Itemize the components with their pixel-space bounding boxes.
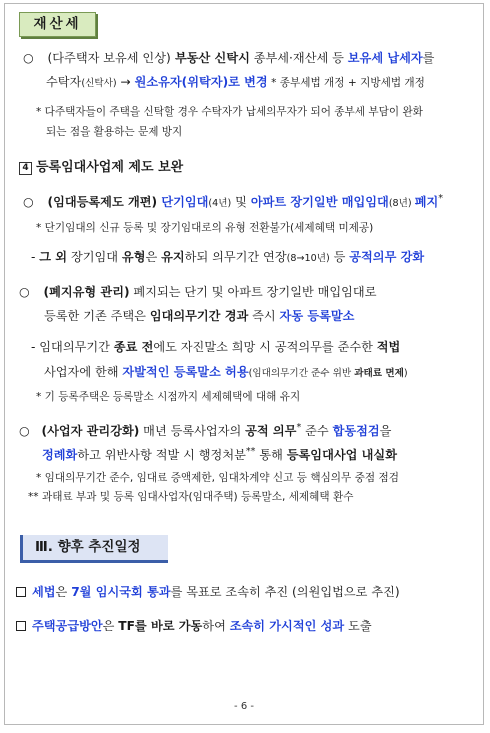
text: 세법 [32,585,56,599]
text: ** [245,446,256,457]
text: (8년) [388,198,415,210]
section-number-box: 4 [19,162,32,175]
footnote: ** 과태료 부과 및 등록 임대사업자(임대주택) 등록말소, 세제혜택 환수 [28,491,354,503]
text: 를 목표로 조속히 추진 (의원입법으로 추진) [170,585,400,599]
footnote: * 다주택자들이 주택을 신탁할 경우 수탁자가 납세의무자가 되어 종부세 부담이 완화 [36,106,423,118]
schedule-item-housing-supply [16,618,372,634]
text: 7월 임시국회 통과 [71,585,171,599]
text: 하여 [202,619,230,633]
text: 종부세·재산세 등 [249,51,348,65]
text: 및 [231,195,251,210]
text: 에도 자진말소 희망 시 공적의무를 준수한 [153,340,377,354]
text: 통해 [255,448,287,463]
footnote: 되는 점을 활용하는 문제 방지 [46,126,183,138]
text: 은 [145,250,162,264]
text: 등록임대사업 내실화 [286,448,397,463]
text: (폐지유형 관리) [43,285,130,299]
text: 를 [422,51,435,65]
text: 단기임대 [161,195,209,210]
text: 그 외 [39,250,68,264]
text: 정례화 [42,448,78,463]
page-number: - 6 - [234,701,254,712]
checkbox-icon [16,621,26,631]
text: → [116,75,135,89]
text: * [296,422,302,433]
paragraph-trust-tax-line2 [46,74,425,92]
text: (임대등록제도 개편) [47,195,162,210]
text: 임대의무기간 경과 [149,309,249,323]
text: 수탁자 [46,75,82,89]
section-heading-rental [19,159,183,177]
text: 조속히 가시적인 성과 [229,619,345,633]
checkbox-icon [16,587,26,597]
text: 부동산 신탁시 [170,51,250,65]
text: 종료 전 [113,340,154,354]
text: * 종부세법 개정 + 지방세법 개정 [267,77,425,89]
document-page [4,3,484,725]
paragraph-operator-management-line2 [42,444,397,463]
footnote: * 단기임대의 신규 등록 및 장기임대로의 유형 전환불가(세제혜택 미제공) [36,222,374,234]
paragraph-registration-reform [23,191,443,212]
paragraph-operator-management-line1 [19,420,391,439]
text: 을 [379,424,392,439]
text: 폐지 [414,195,439,210]
bullet: ○ [19,424,30,439]
bullet: ○ [19,285,30,299]
text: 보유세 납세자 [347,51,423,65]
bullet: ○ [23,195,34,210]
text: TF를 바로 가동 [118,619,203,633]
text: 은 [102,619,119,633]
text: 적법 [376,340,401,354]
footnote: * 임대의무기간 준수, 임대료 증액제한, 임대차계약 신고 등 핵심의무 중점 점검 [36,472,399,484]
text: 공적의무 강화 [349,250,425,264]
text: 과태료 면제 [354,368,404,379]
text: 은 [55,585,72,599]
text: (사업자 관리강화) [41,424,140,439]
paragraph-trust-tax-line1 [23,50,434,66]
text: 사업자에 한해 [44,365,123,379]
text: 공적 의무 [245,424,297,439]
text: 폐지되는 단기 및 아파트 장기일반 매입임대로 [129,285,377,299]
footnote: * 기 등록주택은 등록말소 시점까지 세제혜택에 대해 유지 [36,391,301,403]
text: 장기임대 [67,250,122,264]
text: 즉시 [248,309,280,323]
text: 합동점검 [332,424,380,439]
text: (임대의무기간 준수 위반 [248,368,355,379]
text: * [438,193,444,204]
text: 하되 의무기간 연장 [184,250,287,264]
bullet: ○ [23,51,34,65]
text: 아파트 장기일반 매입임대 [250,195,389,210]
text: 매년 등록사업자의 [139,424,246,439]
text: 유형 [121,250,146,264]
paragraph-abolished-type-line2 [44,308,354,324]
text: (8→10년) [286,253,330,264]
text: ) [403,368,408,379]
schedule-item-tax-law [16,584,400,600]
text: - 임대의무기간 [31,340,114,354]
text: 자발적인 등록말소 허용 [122,365,249,379]
text: 유지 [161,250,185,264]
paragraph-voluntary-deregistration-line2 [44,364,408,382]
text: 주택공급방안 [32,619,103,633]
text: - [31,250,40,264]
text: (신탁사) [81,78,117,89]
paragraph-long-term-rental [31,249,424,267]
text: (다주택자 보유세 인상) [47,51,171,65]
section-title-future-schedule: Ⅲ. 향후 추진일정 [20,535,168,563]
section-title-property-tax: 재산세 [19,12,96,37]
text: 하고 위반사항 적발 시 행정처분 [77,448,246,463]
text: 등록임대사업제 제도 보완 [36,160,184,175]
text: 도출 [344,619,372,633]
text: (4년) [208,198,232,210]
text: 자동 등록말소 [279,309,355,323]
text: 준수 [301,424,333,439]
text: 등 [329,250,350,264]
paragraph-voluntary-deregistration-line1 [31,339,400,355]
text: 원소유자(위탁자)로 변경 [134,75,268,89]
text: 등록한 기존 주택은 [44,309,150,323]
paragraph-abolished-type-line1 [19,284,376,300]
